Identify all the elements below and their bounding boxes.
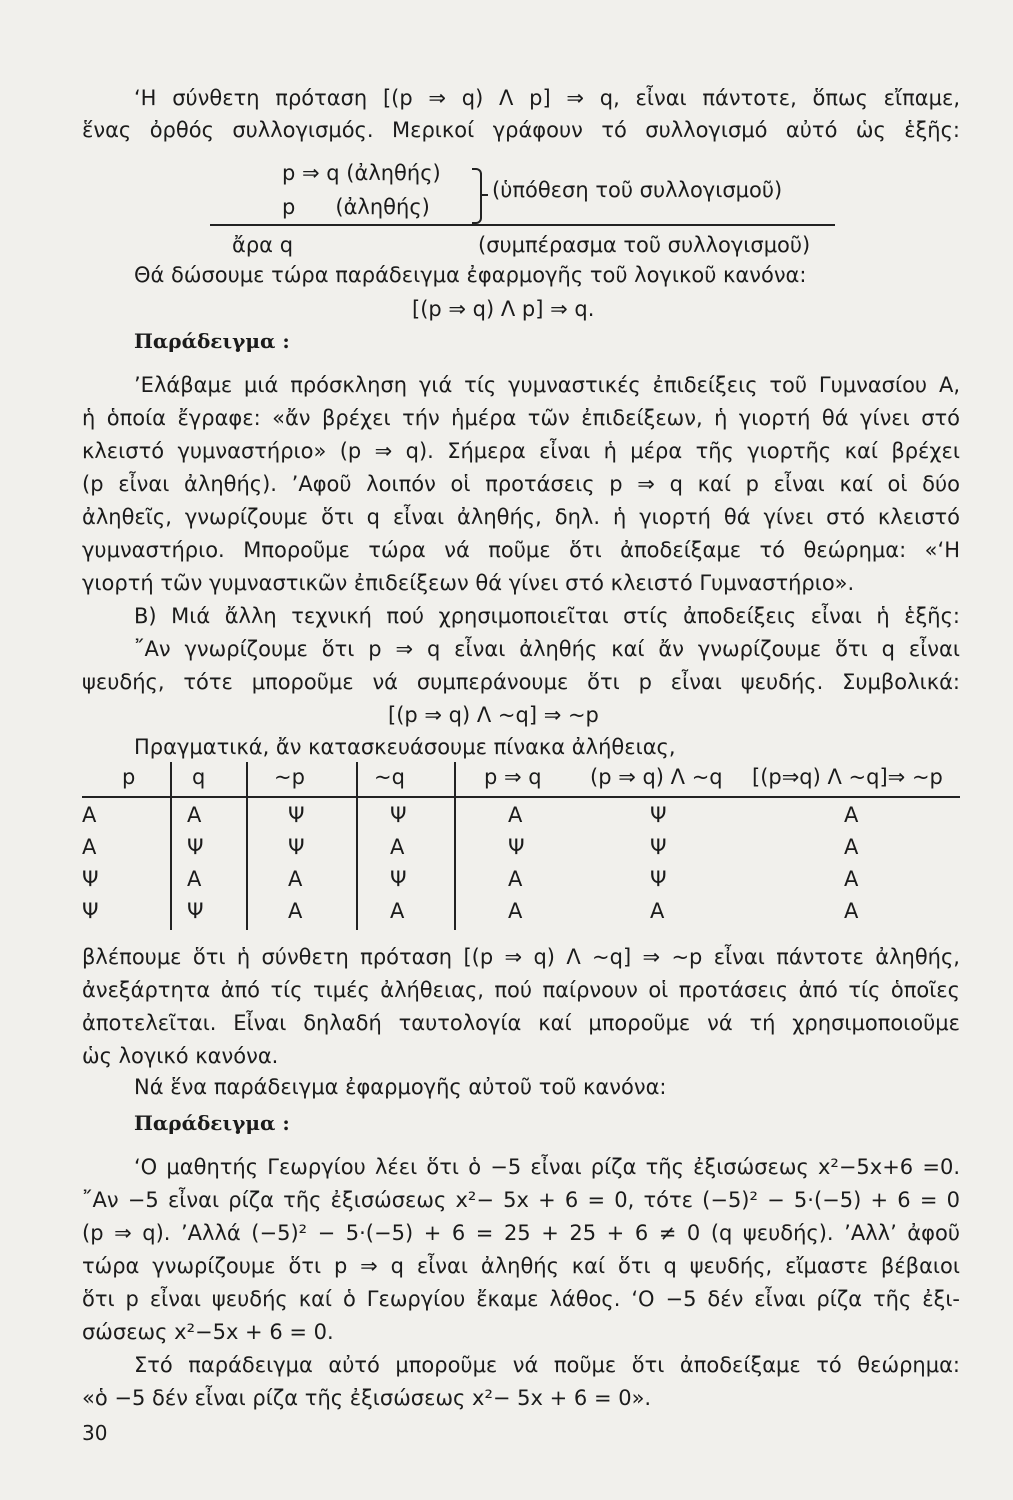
table-header-rule	[82, 796, 960, 798]
table-cell: Ψ	[288, 803, 305, 827]
table-header: p	[122, 765, 136, 789]
table-cell: Α	[82, 803, 97, 827]
table-cell: Α	[187, 867, 202, 891]
page-number: 30	[82, 1421, 108, 1445]
syllogism-conclusion: ἄρα q	[232, 233, 294, 257]
example-heading: Παράδειγμα :	[134, 329, 290, 353]
text-line: ῎Αν γνωρίζουμε ὅτι p ⇒ q εἶναι ἀληθής καί ἄν γνωρίζουμε ὅτι q εἶναι	[134, 637, 960, 661]
text-line: γυμναστήριο. Μποροῦμε τώρα νά ποῦμε ὅτι ἀποδείξαμε τό θεώρημα: «‘Η	[82, 538, 960, 562]
table-cell: Α	[288, 899, 303, 923]
text-line: ‘Η σύνθετη πρόταση [(p ⇒ q) Λ p] ⇒ q, εἶναι πάντοτε, ὅπως εἴπαμε,	[134, 86, 960, 110]
truth-table	[82, 760, 960, 930]
table-cell: Ψ	[650, 803, 667, 827]
text-line: γιορτή τῶν γυμναστικῶν ἐπιδείξεων θά γίνει στό κλειστό Γυμναστήριο».	[82, 571, 855, 595]
table-cell: Α	[508, 803, 523, 827]
syllogism-conclusion-note: (συμπέρασμα τοῦ συλλογισμοῦ)	[478, 233, 811, 257]
table-cell: Α	[288, 867, 303, 891]
text-line: ἀληθεῖς, γνωρίζουμε ὅτι q εἶναι ἀληθής, δηλ. ἡ γιορτή θά γίνει στό κλειστό	[82, 505, 960, 529]
table-cell: Ψ	[390, 803, 407, 827]
text-line: «ὁ −5 δέν εἶναι ρίζα τῆς ἐξισώσεως x²− 5x + 6 = 0».	[82, 1386, 652, 1410]
text-line: ῎Αν −5 εἶναι ρίζα τῆς ἐξισώσεως x²− 5x + 6 = 0, τότε (−5)² − 5·(−5) + 6 = 0	[82, 1188, 960, 1212]
table-header: p ⇒ q	[484, 765, 542, 789]
table-cell: Α	[650, 899, 665, 923]
brace-symbol	[472, 168, 482, 224]
syllogism-rule	[210, 224, 835, 226]
text-line: ἀποτελεῖται. Εἶναι δηλαδή ταυτολογία καί μποροῦμε νά τή χρησιμοποιοῦμε	[82, 1011, 960, 1035]
text-line: Νά ἕνα παράδειγμα ἐφαρμογῆς αὐτοῦ τοῦ κανόνα:	[134, 1075, 667, 1099]
text-line: ψευδής, τότε μποροῦμε νά συμπεράνουμε ὅτι p εἶναι ψευδής. Συμβολικά:	[82, 670, 960, 694]
text-line: Πραγματικά, ἄν κατασκευάσουμε πίνακα ἀλήθειας,	[134, 735, 676, 759]
text-line: Στό παράδειγμα αὐτό μποροῦμε νά ποῦμε ὅτι ἀποδείξαμε τό θεώρημα:	[134, 1353, 960, 1377]
table-cell: Α	[508, 899, 523, 923]
table-cell: Ψ	[82, 899, 99, 923]
example-heading: Παράδειγμα :	[134, 1111, 290, 1135]
table-divider	[356, 762, 358, 930]
table-cell: Α	[844, 867, 859, 891]
table-cell: Ψ	[650, 835, 667, 859]
table-header: ~q	[374, 765, 405, 789]
text-line: τώρα γνωρίζουμε ὅτι p ⇒ q εἶναι ἀληθής καί ὅτι q ψευδής, εἴμαστε βέβαιοι	[82, 1254, 960, 1278]
table-cell: Ψ	[82, 867, 99, 891]
text-line: σώσεως x²−5x + 6 = 0.	[82, 1320, 334, 1344]
table-cell: Ψ	[187, 899, 204, 923]
table-header: q	[192, 765, 206, 789]
text-line: ὅτι p εἶναι ψευδής καί ὁ Γεωργίου ἔκαμε λάθος. ‘Ο −5 δέν εἶναι ρίζα τῆς ἐξι-	[82, 1287, 960, 1311]
table-divider	[170, 762, 172, 930]
logical-rule-1: [(p ⇒ q) Λ p] ⇒ q.	[412, 297, 595, 321]
syllogism-premise-2: p (ἀληθής)	[282, 195, 430, 219]
table-cell: Α	[508, 867, 523, 891]
text-line: ὡς λογικό κανόνα.	[82, 1044, 279, 1068]
table-cell: Α	[82, 835, 97, 859]
table-cell: Α	[844, 899, 859, 923]
syllogism-premise-1: p ⇒ q (ἀληθής)	[282, 161, 441, 185]
table-header: (p ⇒ q) Λ ~q	[590, 765, 723, 789]
logical-rule-2: [(p ⇒ q) Λ ~q] ⇒ ~p	[388, 703, 599, 727]
table-cell: Ψ	[508, 835, 525, 859]
text-line: (p ⇒ q). ’Αλλά (−5)² − 5·(−5) + 6 = 25 + 25 + 6 ≠ 0 (q ψευδής). ’Αλλ’ ἀφοῦ	[82, 1221, 960, 1245]
table-cell: Α	[844, 835, 859, 859]
table-cell: Ψ	[288, 835, 305, 859]
table-header: [(p⇒q) Λ ~q]⇒ ~p	[752, 765, 943, 789]
text-line: ἕνας ὀρθός συλλογισμός. Μερικοί γράφουν τό συλλογισμό αὐτό ὡς ἑξῆς:	[82, 118, 960, 142]
table-header: ~p	[274, 765, 305, 789]
syllogism-hypothesis: (ὑπόθεση τοῦ συλλογισμοῦ)	[492, 178, 783, 202]
text-line: ἀνεξάρτητα ἀπό τίς τιμές ἀλήθειας, πού παίρνουν οἱ προτάσεις ἀπό τίς ὁποῖες	[82, 978, 960, 1002]
text-line: κλειστό γυμναστήριο» (p ⇒ q). Σήμερα εἶναι ἡ μέρα τῆς γιορτῆς καί βρέχει	[82, 439, 960, 463]
table-divider	[454, 762, 456, 930]
text-line: (p εἶναι ἀληθής). ’Αφοῦ λοιπόν οἱ προτάσεις p ⇒ q καί p εἶναι καί οἱ δύο	[82, 472, 960, 496]
table-cell: Α	[390, 835, 405, 859]
table-cell: Ψ	[650, 867, 667, 891]
text-line: Β) Μιά ἄλλη τεχνική πού χρησιμοποιεῖται στίς ἀποδείξεις εἶναι ἡ ἑξῆς:	[134, 604, 960, 628]
table-cell: Α	[390, 899, 405, 923]
text-line: ἡ ὁποία ἔγραφε: «ἄν βρέχει τήν ἡμέρα τῶν ἐπιδείξεων, ἡ γιορτή θά γίνει στό	[82, 406, 960, 430]
table-cell: Α	[187, 803, 202, 827]
table-cell: Ψ	[187, 835, 204, 859]
text-line: ’Ελάβαμε μιά πρόσκληση γιά τίς γυμναστικές ἐπιδείξεις τοῦ Γυμνασίου Α,	[134, 373, 960, 397]
table-divider	[246, 762, 248, 930]
table-cell: Α	[844, 803, 859, 827]
table-cell: Ψ	[390, 867, 407, 891]
text-line: Θά δώσουμε τώρα παράδειγμα ἐφαρμογῆς τοῦ λογικοῦ κανόνα:	[134, 263, 807, 287]
text-line: ‘Ο μαθητής Γεωργίου λέει ὅτι ὁ −5 εἶναι ρίζα τῆς ἐξισώσεως x²−5x+6 =0.	[134, 1155, 960, 1179]
text-line: βλέπουμε ὅτι ἡ σύνθετη πρόταση [(p ⇒ q) Λ ~q] ⇒ ~p εἶναι πάντοτε ἀληθής,	[82, 945, 960, 969]
